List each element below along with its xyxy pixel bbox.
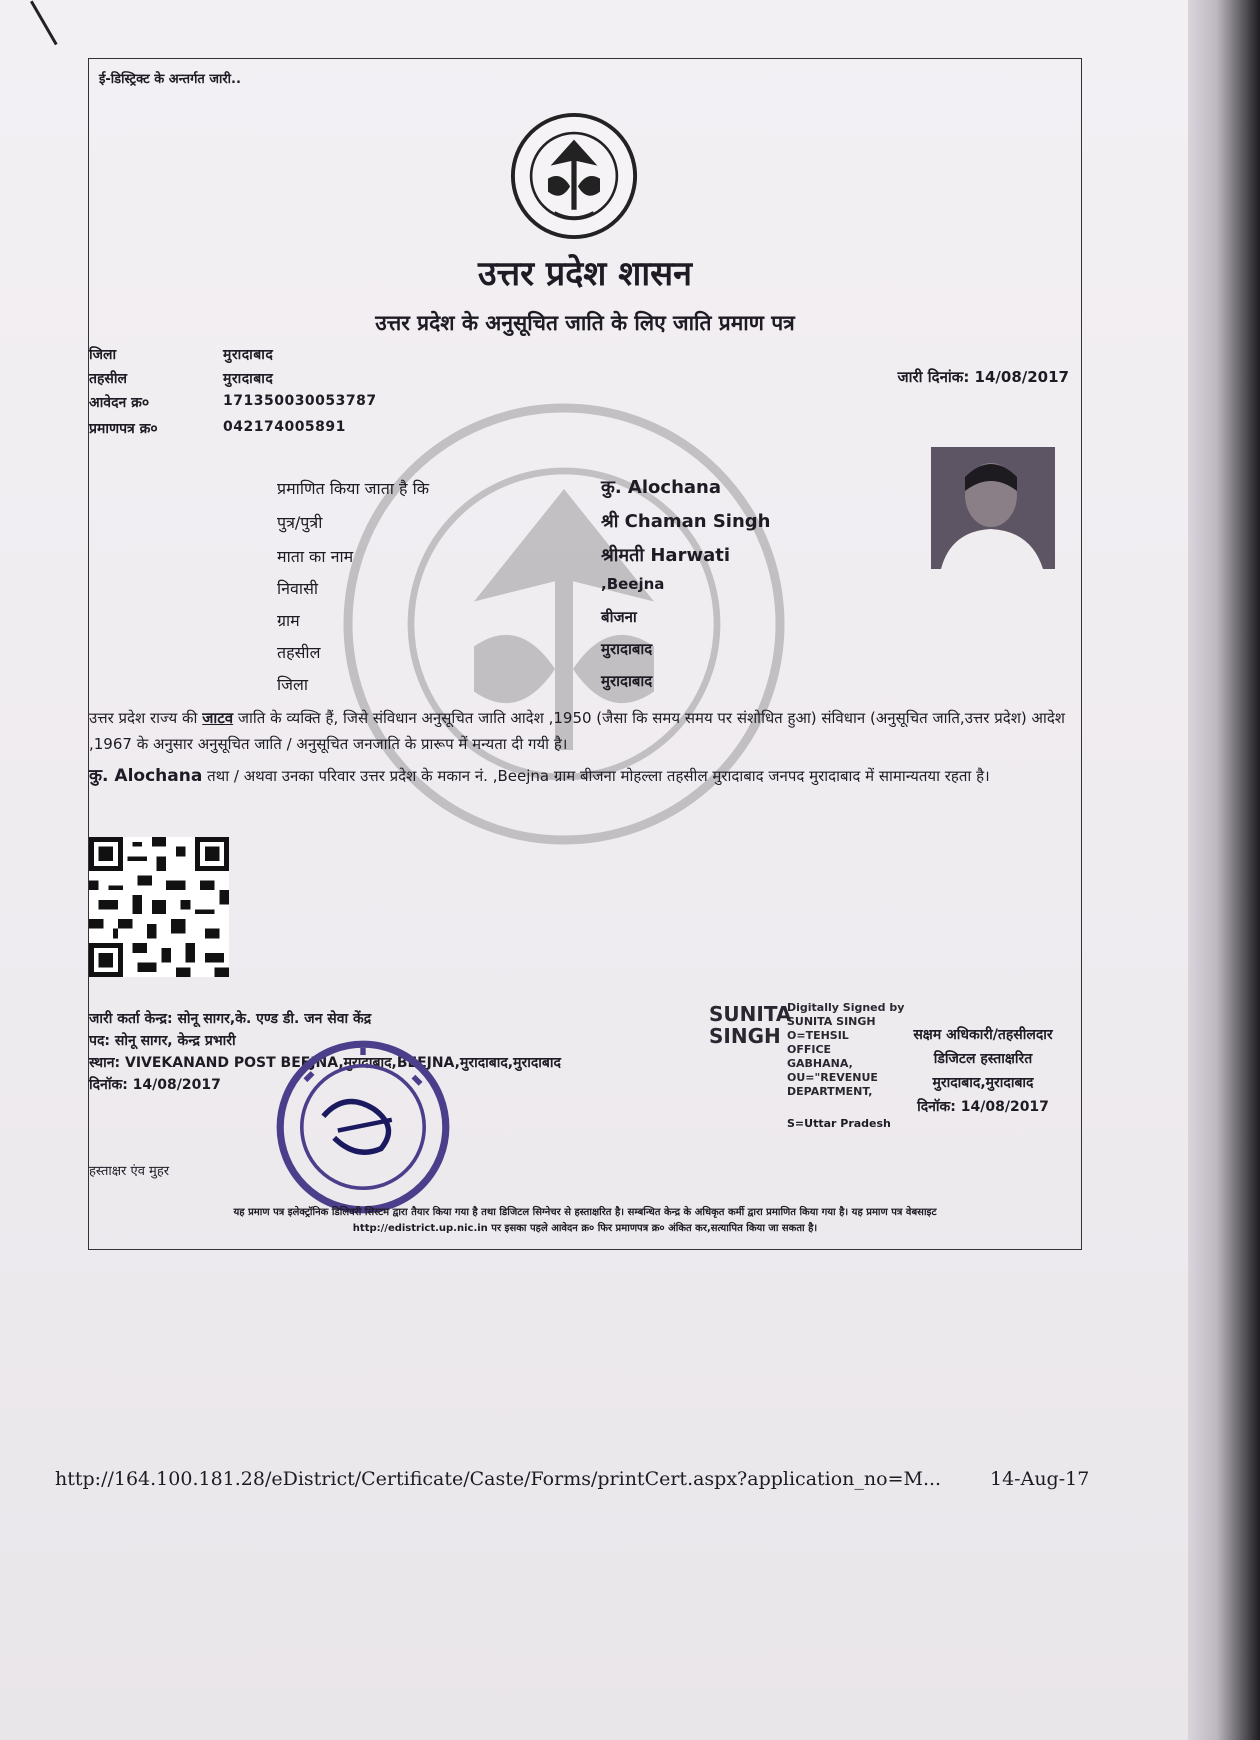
tehsil-field-value: मुरादाबाद [601,640,653,658]
center-seal-stamp-icon [273,1037,453,1217]
authority-place: मुरादाबाद,मुरादाबाद [932,1075,1034,1091]
digital-signer-name [709,1003,791,1047]
applicant-name: कु. Alochana [601,477,721,498]
caste-declaration [89,705,1069,757]
child-of-label: पुत्र/पुत्री [277,513,323,532]
residence-applicant-name: कु. Alochana [89,766,203,786]
digital-signature-line: SUNITA SINGH [787,1015,876,1028]
digital-signature-state: S=Uttar Pradesh [787,1117,891,1130]
digital-signature-line: OU="REVENUE [787,1071,878,1084]
certified-label: प्रमाणित किया जाता है कि [277,479,430,498]
tehsil-label: तहसील [89,371,127,387]
district-label: जिला [89,347,117,363]
certificate-no-label: प्रमाणपत्र क्र० [89,421,158,437]
mother-name-label: माता का नाम [277,547,354,566]
digital-signature-details [787,1001,904,1099]
issuer-place: स्थान: VIVEKANAND POST BEEJNA,मुरादाबाद,BEEJNA,मुरादाबाद,मुरादाबाद [89,1055,561,1071]
certificate-frame [88,58,1082,1250]
print-url: http://164.100.181.28/eDistrict/Certificate/Caste/Forms/printCert.aspx?application_no=M... [55,1468,942,1490]
issue-date: जारी दिनांक: 14/08/2017 [897,368,1069,386]
issuing-center: जारी कर्ता केन्द्र: सोनू सागर,के. एण्ड डी. जन सेवा केंद्र [89,1011,372,1027]
up-government-emblem-icon [509,111,639,241]
digital-signature-line: GABHANA, [787,1057,853,1070]
authority-title: सक्षम अधिकारी/तहसीलदार [913,1027,1053,1043]
digital-signature-line: O=TEHSIL [787,1029,849,1042]
footer-line-1: यह प्रमाण पत्र इलेक्ट्रॉनिक डिलिवरी सिस्टम द्वारा तैयार किया गया है तथा डिजिटल सिग्नेचर से हस्ताक्षरित है। सम्बन्धित केन्द्र के अधिकृत कर्मी द्वारा प्रमाणित किया गया है। यह प्रमाण पत्र वेबसाइट [233,1207,937,1218]
verification-qr-code-icon [89,837,229,977]
signature-seal-label: हस्ताक्षर एंव मुहर [89,1164,170,1179]
resident-value: ,Beejna [601,575,665,593]
issued-under-note: ई-डिस्ट्रिक्ट के अन्तर्गत जारी.. [99,72,241,87]
tehsil-value: मुरादाबाद [223,371,274,387]
resident-label: निवासी [277,579,319,598]
residence-declaration [89,763,1069,789]
digital-signer-first-name: SUNITA [709,1002,792,1026]
certificate-no-value: 042174005891 [223,419,346,435]
district-field-label: जिला [277,675,309,694]
authority-sign-type: डिजिटल हस्ताक्षरित [933,1051,1033,1067]
residence-text: तथा / अथवा उनका परिवार उत्तर प्रदेश के मकान नं. ,Beejna ग्राम बीजना मोहल्ला तहसील मुरादाबाद जनपद मुरादाबाद में सामान्यतया रहता है। [202,767,990,785]
issuer-post: पद: सोनू सागर, केन्द्र प्रभारी [89,1033,236,1049]
digital-signer-last-name: SINGH [709,1024,781,1048]
print-date: 14-Aug-17 [990,1468,1090,1490]
page-edge-shadow [1188,0,1260,1740]
digital-signature-line: Digitally Signed by [787,1001,905,1014]
application-no-label: आवेदन क्र० [89,395,150,411]
caste-declaration-prefix: उत्तर प्रदेश राज्य की [89,709,203,727]
issuer-date: दिनॉक: 14/08/2017 [89,1077,221,1093]
applicant-photo [931,447,1055,569]
mother-name: श्रीमती Harwati [601,545,730,566]
district-value: मुरादाबाद [223,347,274,363]
father-name: श्री Chaman Singh [601,511,771,532]
digital-signature-line: DEPARTMENT, [787,1085,873,1098]
application-no-value: 171350030053787 [223,393,377,409]
footer-line-2: http://edistrict.up.nic.in पर इसका पहले आवेदन क्र० फिर प्रमाणपत्र क्र० अंकित कर,सत्यापित किया जा सकता है। [352,1223,818,1234]
caste-name: जाटव [202,709,234,727]
verification-footer [89,1205,1081,1237]
district-field-value: मुरादाबाद [601,672,653,690]
tehsil-field-label: तहसील [277,643,321,662]
authority-date: दिनॉक: 14/08/2017 [917,1099,1049,1115]
certificate-title: उत्तर प्रदेश के अनुसूचित जाति के लिए जाति प्रमाण पत्र [375,311,795,335]
village-value: बीजना [601,608,637,626]
village-label: ग्राम [277,611,300,630]
government-title: उत्तर प्रदेश शासन [477,254,692,294]
caste-declaration-suffix: जाति के व्यक्ति हैं, जिसे संविधान अनुसूचित जाति आदेश ,1950 (जैसा कि समय समय पर संशोधित हुआ) संविधान (अनुसूचित जाति,उत्तर प्रदेश) आदेश ,1967 के अनुसार अनुसूचित जाति / अनुसूचित जनजाति के प्रारूप में मन्यता दी गयी है। [89,709,1066,753]
pen-mark [30,1,58,46]
digital-signature-line: OFFICE [787,1043,832,1056]
